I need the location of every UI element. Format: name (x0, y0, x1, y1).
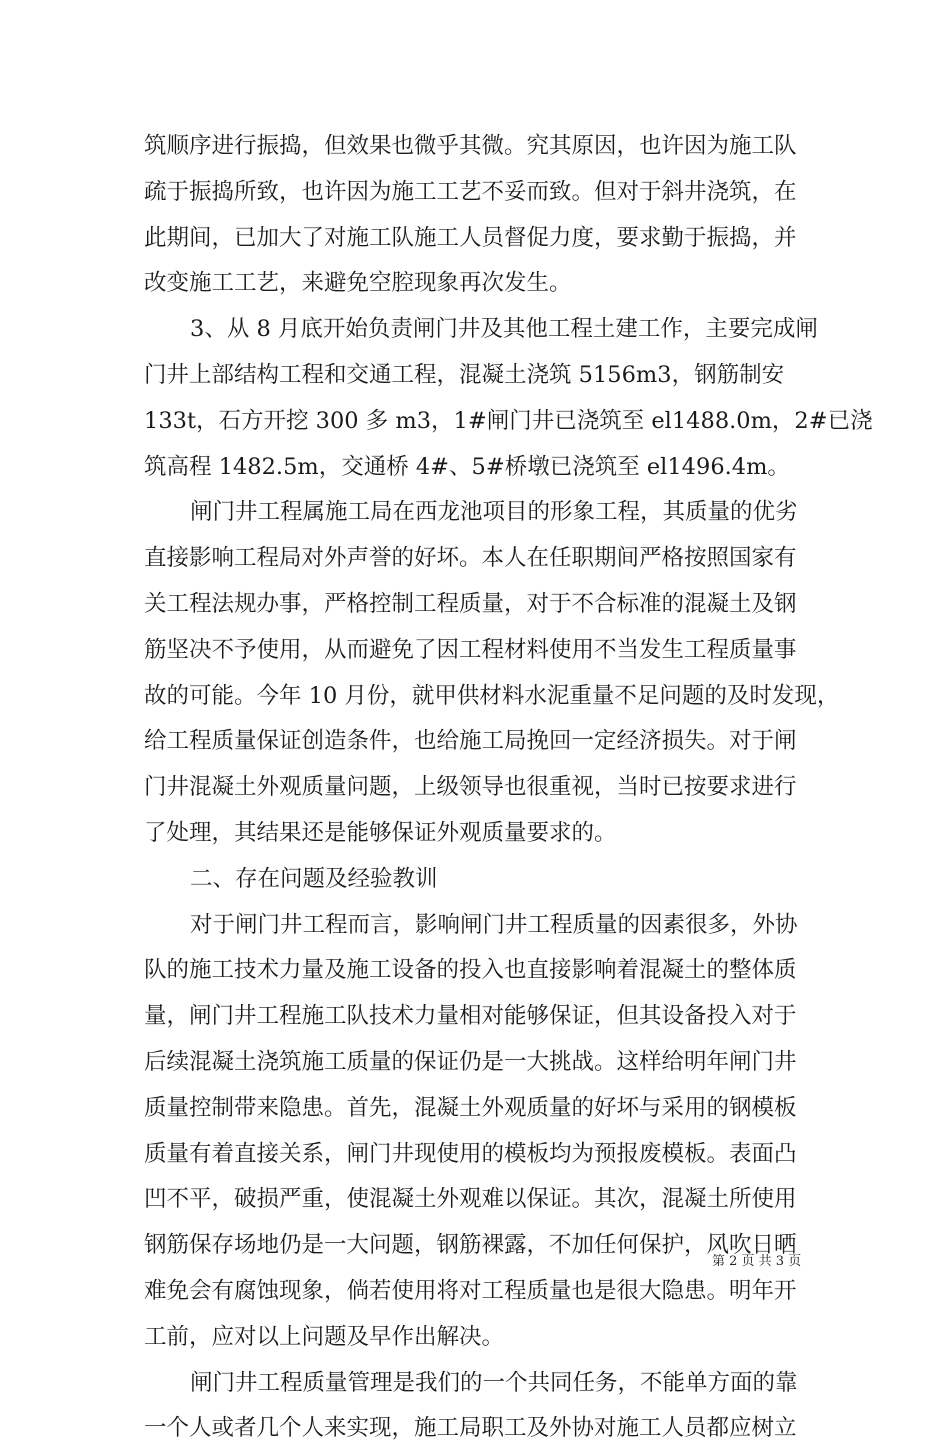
text-line: 改变施工工艺，来避免空腔现象再次发生。 (144, 270, 572, 297)
text-line: 关工程法规办事，严格控制工程质量，对于不合标准的混凝土及钢 (144, 590, 797, 617)
text-line: 凹不平，破损严重，使混凝土外观难以保证。其次，混凝土所使用 (144, 1186, 797, 1213)
text-line: 故的可能。今年 10 月份，就甲供材料水泥重量不足问题的及时发现， (144, 682, 840, 709)
text-line: 质量有着直接关系，闸门井现使用的模板均为预报废模板。表面凸 (144, 1140, 797, 1167)
text-line: 工前，应对以上问题及早作出解决。 (144, 1323, 505, 1350)
text-line: 对于闸门井工程而言，影响闸门井工程质量的因素很多，外协 (190, 911, 798, 938)
page-number: 第 2 页 共 3 页 (712, 1254, 802, 1269)
text-line: 量，闸门井工程施工队技术力量相对能够保证，但其设备投入对于 (144, 1003, 797, 1030)
text-line: 筋坚决不予使用，从而避免了因工程材料使用不当发生工程质量事 (144, 636, 797, 663)
text-line: 二、存在问题及经验教训 (190, 865, 438, 892)
text-line: 给工程质量保证创造条件，也给施工局挽回一定经济损失。对于闸 (144, 728, 797, 755)
text-line: 闸门井工程属施工局在西龙池项目的形象工程，其质量的优劣 (190, 499, 798, 526)
text-line: 门井混凝土外观质量问题，上级领导也很重视，当时已按要求进行 (144, 774, 797, 801)
text-line: 队的施工技术力量及施工设备的投入也直接影响着混凝土的整体质 (144, 957, 797, 984)
text-line: 一个人或者几个人来实现，施工局职工及外协对施工人员都应树立 (144, 1415, 797, 1442)
text-line: 后续混凝土浇筑施工质量的保证仍是一大挑战。这样给明年闸门井 (144, 1048, 797, 1075)
text-line: 质量控制带来隐患。首先，混凝土外观质量的好坏与采用的钢模板 (144, 1094, 797, 1121)
text-line: 直接影响工程局对外声誉的好坏。本人在任职期间严格按照国家有 (144, 545, 797, 572)
text-line: 门井上部结构工程和交通工程，混凝土浇筑 5156m3，钢筋制安 (144, 361, 785, 388)
text-line: 闸门井工程质量管理是我们的一个共同任务，不能单方面的靠 (190, 1369, 798, 1396)
text-line: 钢筋保存场地仍是一大问题，钢筋裸露，不加任何保护，风吹日晒 (144, 1232, 797, 1259)
text-line: 3、从 8 月底开始负责闸门井及其他工程土建工作，主要完成闸 (190, 316, 818, 343)
text-line: 疏于振捣所致，也许因为施工工艺不妥而致。但对于斜井浇筑，在 (144, 178, 797, 205)
text-line: 难免会有腐蚀现象，倘若使用将对工程质量也是很大隐患。明年开 (144, 1277, 797, 1304)
text-line: 了处理，其结果还是能够保证外观质量要求的。 (144, 819, 617, 846)
text-line: 筑顺序进行振捣，但效果也微乎其微。究其原因，也许因为施工队 (144, 133, 797, 159)
text-line: 此期间，已加大了对施工队施工人员督促力度，要求勤于振捣，并 (144, 224, 797, 251)
text-line: 133t，石方开挖 300 多 m3，1#闸门井已浇筑至 el1488.0m，2#已浇 (144, 407, 873, 434)
text-line: 筑高程 1482.5m，交通桥 4#、5#桥墩已浇筑至 el1496.4m。 (144, 453, 790, 480)
